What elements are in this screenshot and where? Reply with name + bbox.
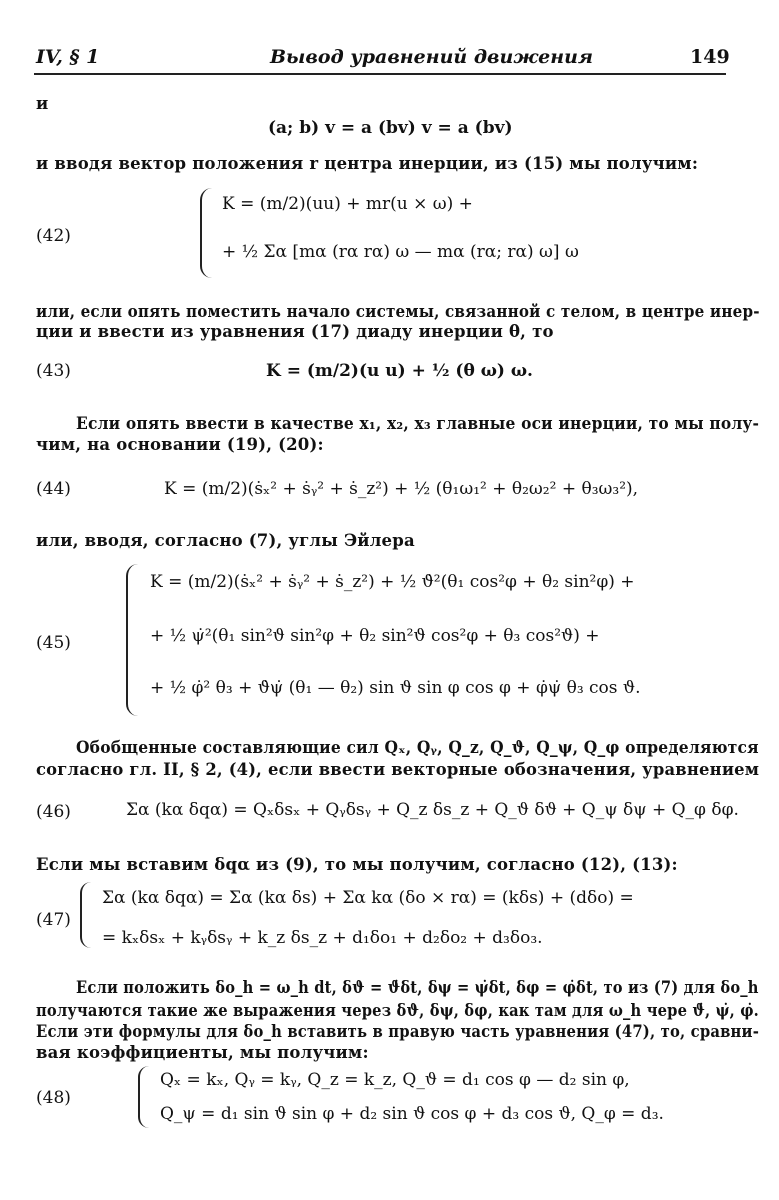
equation-number: (48)	[36, 1088, 71, 1108]
equation-brace	[138, 1066, 149, 1128]
equation: K = (m/2)(u u) + ½ (θ ω) ω.	[266, 361, 533, 381]
section-ref: IV, § 1	[36, 46, 100, 68]
equation-brace	[80, 882, 91, 948]
equation: K = (m/2)(ṡₓ² + ṡᵧ² + ṡ_z²) + ½ (θ₁ω₁² + θ₂ω₂² + θ₃ω₃²),	[164, 479, 639, 499]
equation-brace	[200, 188, 212, 278]
text-line: Если опять ввести в качестве x₁, x₂, x₃ главные оси инерции, то мы полу-	[76, 414, 760, 433]
equation-line: K = (m/2)(uu) + mr(u × ω) +	[222, 194, 473, 214]
text-line: Если эти формулы для δo_h вставить в правую часть уравнения (47), то, сравни-	[36, 1022, 760, 1041]
equation: (a; b) v = a (bv) v = a (bv)	[268, 118, 513, 138]
text-line: или, если опять поместить начало системы, связанной с телом, в центре инер-	[36, 302, 760, 321]
equation-line: + ½ Σα [mα (rα rα) ω — mα (rα; rα) ω] ω	[222, 242, 579, 262]
text-line: чим, на основании (19), (20):	[36, 435, 324, 454]
equation-brace	[126, 564, 138, 716]
equation-line: Qₓ = kₓ, Qᵧ = kᵧ, Q_z = k_z, Q_ϑ = d₁ cos φ — d₂ sin φ,	[160, 1070, 630, 1090]
equation-line: + ½ φ̇² θ₃ + ϑ̇ψ̇ (θ₁ — θ₂) sin ϑ sin φ cos φ + φ̇ψ̇ θ₃ cos ϑ.	[150, 678, 641, 698]
text-line: Обобщенные составляющие сил Qₓ, Qᵧ, Q_z, Q_ϑ, Q_ψ, Q_φ определяются	[76, 738, 759, 757]
text-line: Если мы вставим δqα из (9), то мы получим, согласно (12), (13):	[36, 855, 678, 874]
equation-line: K = (m/2)(ṡₓ² + ṡᵧ² + ṡ_z²) + ½ ϑ̇²(θ₁ cos²φ + θ₂ sin²φ) +	[150, 572, 635, 592]
equation-line: + ½ ψ̇²(θ₁ sin²ϑ sin²φ + θ₂ sin²ϑ cos²φ + θ₃ cos²ϑ) +	[150, 626, 600, 646]
text-line: согласно гл. II, § 2, (4), если ввести векторные обозначения, уравнением	[36, 760, 760, 779]
text-line: вая коэффициенты, мы получим:	[36, 1043, 369, 1062]
running-title: Вывод уравнений движения	[270, 46, 594, 68]
equation-line: = kₓδsₓ + kᵧδsᵧ + k_z δs_z + d₁δo₁ + d₂δo₂ + d₃δo₃.	[102, 928, 543, 948]
equation-line: Σα (kα δqα) = Σα (kα δs) + Σα kα (δo × rα) = (kδs) + (dδo) =	[102, 888, 634, 908]
equation: Σα (kα δqα) = Qₓδsₓ + Qᵧδsᵧ + Q_z δs_z + Q_ϑ δϑ + Q_ψ δψ + Q_φ δφ.	[126, 800, 739, 820]
text-line: ции и ввести из уравнения (17) диаду инерции θ, то	[36, 322, 554, 341]
equation-line: Q_ψ = d₁ sin ϑ sin φ + d₂ sin ϑ cos φ + d₃ cos ϑ, Q_φ = d₃.	[160, 1104, 664, 1124]
text-line: получаются такие же выражения через δϑ, δψ, δφ, как там для ω_h чере ϑ̇, ψ̇, φ̇.	[36, 1001, 759, 1020]
equation-number: (44)	[36, 479, 71, 499]
equation-number: (45)	[36, 633, 71, 653]
page-number: 149	[690, 46, 730, 68]
equation-number: (43)	[36, 361, 71, 381]
text-line: и вводя вектор положения r центра инерции, из (15) мы получим:	[36, 154, 699, 173]
equation-number: (46)	[36, 802, 71, 822]
text-line: или, вводя, согласно (7), углы Эйлера	[36, 531, 415, 550]
text-line: Если положить δo_h = ω_h dt, δϑ = ϑ̇δt, δψ = ψ̇δt, δφ = φ̇δt, то из (7) для δo_h	[76, 978, 759, 997]
text-line: и	[36, 94, 49, 113]
equation-number: (42)	[36, 226, 71, 246]
equation-number: (47)	[36, 910, 71, 930]
header-rule	[34, 73, 726, 75]
